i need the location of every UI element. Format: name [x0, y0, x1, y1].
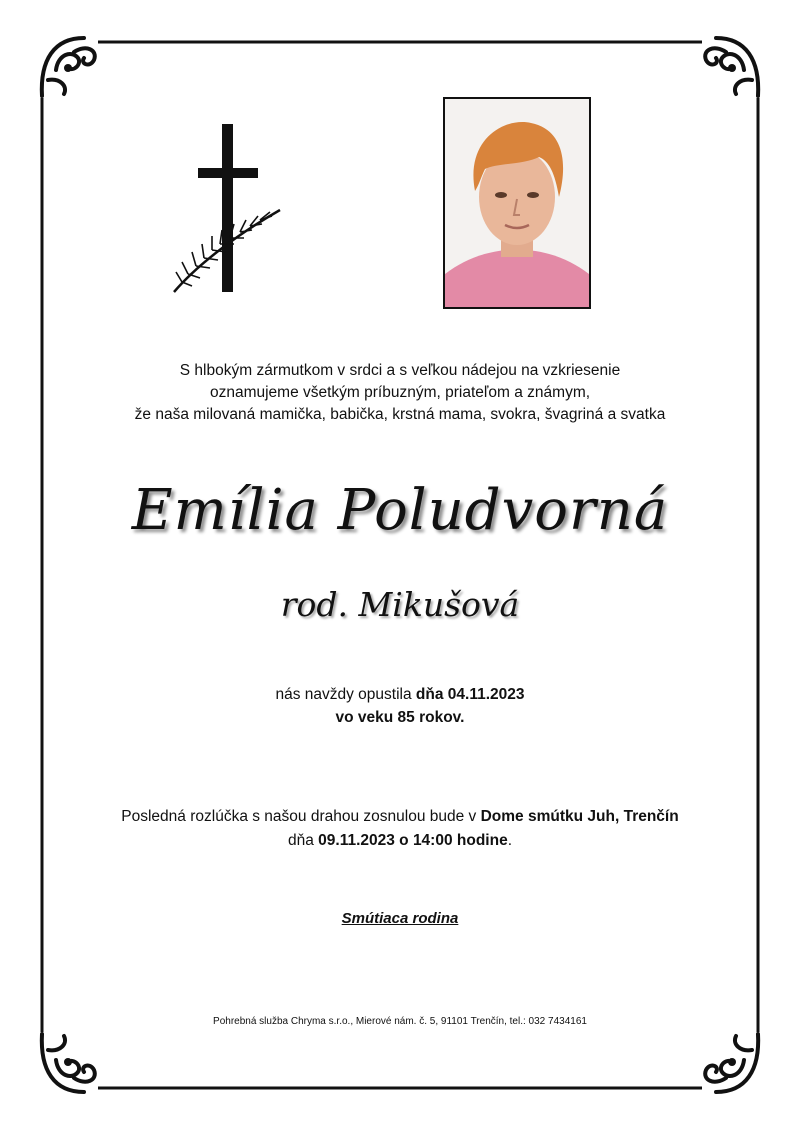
ornament-icon	[696, 30, 766, 100]
ornament-icon	[34, 30, 104, 100]
cross-icon	[168, 124, 286, 296]
farewell-info	[0, 805, 800, 853]
deceased-name: Emília Poludvorná	[131, 478, 669, 543]
maiden-name: rod. Mikušová	[280, 585, 520, 624]
farewell-prefix: Posledná rozlúčka s našou drahou zosnulou bude v	[121, 808, 481, 825]
intro-line-2: oznamujeme všetkým príbuzným, priateľom a známym,	[209, 384, 591, 401]
farewell-datetime: 09.11.2023 o 14:00 hodine	[318, 832, 508, 849]
death-date: dňa 04.11.2023	[415, 686, 525, 703]
farewell-place: Dome smútku Juh, Trenčín	[480, 808, 679, 825]
farewell-suffix: .	[507, 832, 513, 849]
ornament-icon	[34, 1030, 104, 1100]
farewell-date-prefix: dňa	[287, 832, 319, 849]
intro-line-3: že naša milovaná mamička, babička, krstná mama, svokra, švagriná a svatka	[134, 406, 666, 423]
ornament-icon	[696, 1030, 766, 1100]
death-prefix: nás navždy opustila	[275, 686, 416, 703]
border-frame	[40, 40, 760, 1090]
intro-line-1: S hlbokým zármutkom v srdci a s veľkou nádejou na vzkriesenie	[179, 362, 621, 379]
portrait-photo	[443, 97, 591, 309]
portrait-image	[445, 99, 589, 307]
death-age: vo veku 85 rokov.	[335, 709, 465, 726]
death-info	[0, 683, 800, 729]
intro-text	[0, 360, 800, 426]
family-signature: Smútiaca rodina	[341, 910, 459, 927]
funeral-service-footer: Pohrebná služba Chryma s.r.o., Mierové nám. č. 5, 91101 Trenčín, tel.: 032 7434161	[213, 1016, 587, 1027]
